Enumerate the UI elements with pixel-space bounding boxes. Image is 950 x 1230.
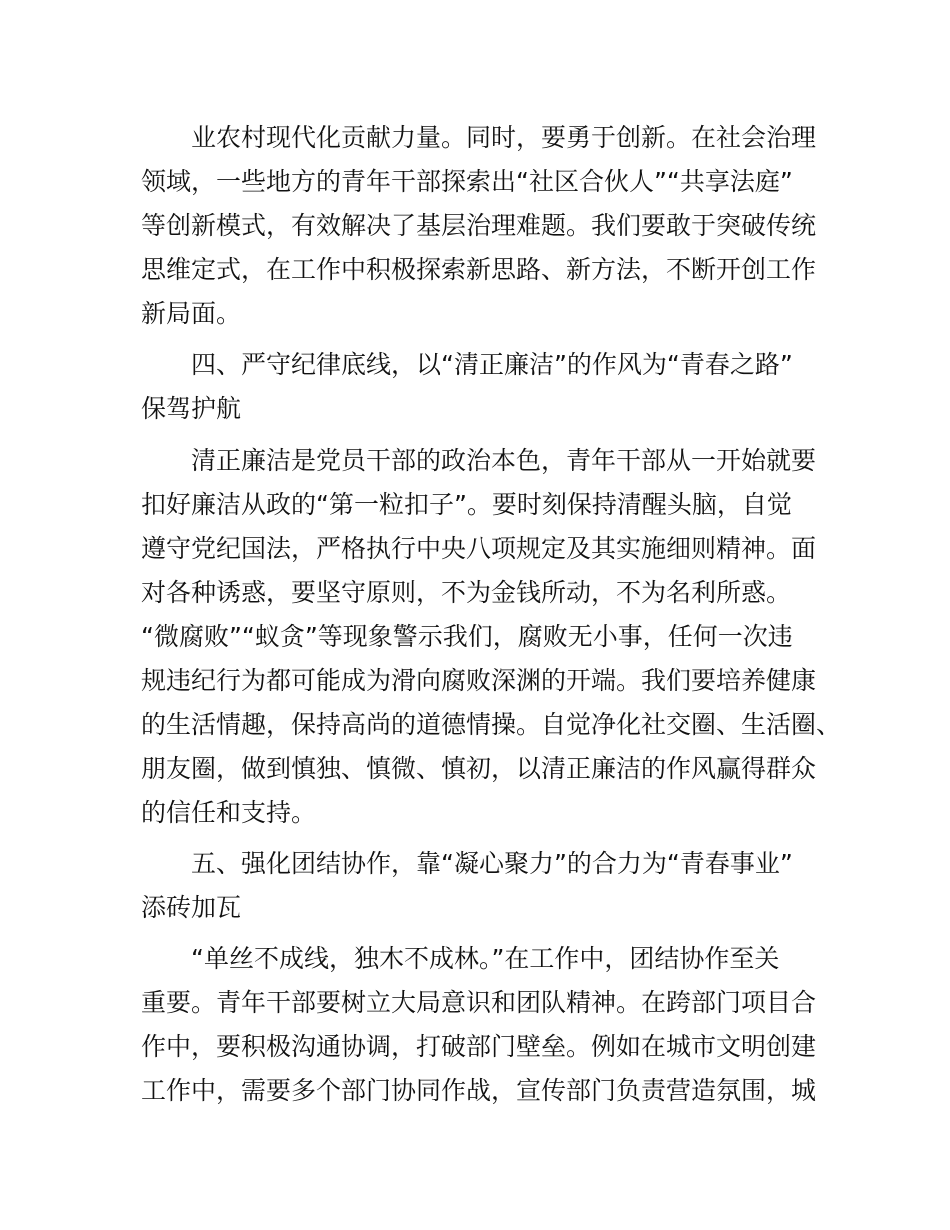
text-line: 规违纪行为都可能成为滑向腐败深渊的开端。我们要培养健康 <box>141 666 817 695</box>
text-line: 重要。青年干部要树立大局意识和团队精神。在跨部门项目合 <box>141 988 817 1017</box>
text-line: 新局面。 <box>141 299 242 328</box>
section-heading-four-cont: 保驾护航 <box>141 394 242 423</box>
text-line: 作中，要积极沟通协调，打破部门壁垒。例如在城市文明创建 <box>141 1032 817 1061</box>
text-line: 朋友圈，做到慎独、慎微、慎初，以清正廉洁的作风赢得群众 <box>141 754 817 783</box>
text-line: 等创新模式，有效解决了基层治理难题。我们要敢于突破传统 <box>141 211 817 240</box>
section-heading-four: 四、严守纪律底线，以“清正廉洁”的作风为“青春之路” <box>191 350 793 379</box>
text-line: 思维定式，在工作中积极探索新思路、新方法，不断开创工作 <box>141 255 817 284</box>
text-line: 业农村现代化贡献力量。同时，要勇于创新。在社会治理 <box>191 123 817 152</box>
text-line: 的生活情趣，保持高尚的道德情操。自觉净化社交圈、生活圈、 <box>141 710 842 739</box>
text-line: 领域，一些地方的青年干部探索出“社区合伙人”“共享法庭” <box>141 167 793 196</box>
text-line: 对各种诱惑，要坚守原则，不为金钱所动，不为名利所惑。 <box>141 578 792 607</box>
section-heading-five: 五、强化团结协作，靠“凝心聚力”的合力为“青春事业” <box>191 849 793 878</box>
text-line: 的信任和支持。 <box>141 798 317 827</box>
text-line: “微腐败”“蚁贪”等现象警示我们，腐败无小事，任何一次违 <box>141 622 793 651</box>
text-line: 清正廉洁是党员干部的政治本色，青年干部从一开始就要 <box>191 446 817 475</box>
text-line: 工作中，需要多个部门协同作战，宣传部门负责营造氛围，城 <box>141 1076 817 1105</box>
text-line: 遵守党纪国法，严格执行中央八项规定及其实施细则精神。面 <box>141 534 817 563</box>
text-line: 扣好廉洁从政的“第一粒扣子”。要时刻保持清醒头脑，自觉 <box>141 490 792 519</box>
text-line: “单丝不成线，独木不成林。”在工作中，团结协作至关 <box>191 944 780 973</box>
section-heading-five-cont: 添砖加瓦 <box>141 893 242 922</box>
